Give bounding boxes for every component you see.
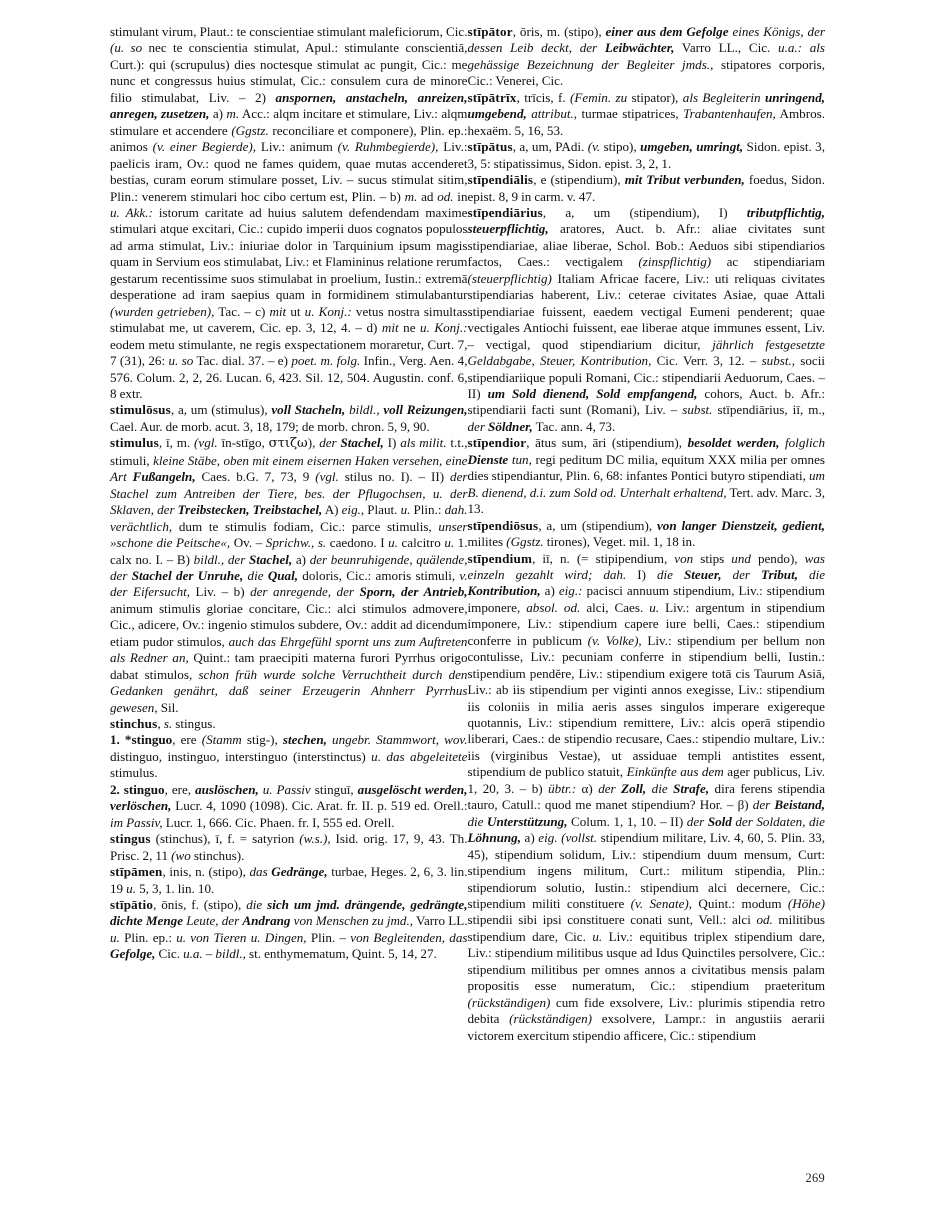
dictionary-entry: stīpātrīx, trīcis, f. (Femin. zu stipator), als Begleiterin unringend, umgebend, attribut., turmae stipatrices, Trabantenhaufen, Ambros. hexaëm. 5, 16, 53. [467,89,826,138]
dictionary-entry: stīpātor, ōris, m. (stipo), einer aus dem Gefolge eines Königs, der dessen Leib deckt, der Leibwächter, Varro LL., Cic. u.a.: als gehässige Bezeichnung der Begleiter jmds., stipatores corporis, Cic.: Venerei, Cic. [467,24,826,89]
dictionary-entry: stīpāmen, inis, n. (stipo), das Gedränge, turbae, Heges. 2, 6, 3. lin. 19 u. 5, 3, 1. lin. 10. [110,864,468,896]
dictionary-entry: stīpātus, a, um, PAdi. (v. stipo), umgeben, umringt, Sidon. epist. 3, 3, 5: stipatissimus, Sidon. epist. 3, 2, 1. [467,139,825,171]
dictionary-entry: stinchus, s. stingus. [110,716,216,732]
left-column [110,24,468,1164]
dictionary-entry: stīpendiōsus, a, um (stipendium), von langer Dienstzeit, gedient, milites (Ggstz. tirones), Veget. mil. 1, 18 in. [467,517,825,550]
page-columns [110,24,825,1164]
dictionary-entry: stimulōsus, a, um (stimulus), voll Stacheln, bildl., voll Reizungen, Cael. Aur. de morb. acut. 3, 18, 179; de morb. chron. 5, 9, 90. [110,402,468,434]
right-column [468,24,826,1164]
dictionary-entry: stīpendior, ātus sum, āri (stipendium), besoldet werden, folglich Dienste tun, regi peditum DC milia, equitum XXX milia per omnes dies stipendiantur, Plin. 6, 68: infantes Pontici butyro stipendiati, um B. dienend, d.i. zum Sold od. Unterhalt erhaltend, Tert. adv. Marc. 3, 13. [467,435,826,517]
dictionary-entry: 1. *stinguo, ere (Stamm stig-), stechen, ungebr. Stammwort, wov. distinguo, instinguo, interstinguo (interstinctus) u. das abgeleitete stimulus. [110,732,468,781]
page-number: 269 [805,1171,825,1185]
dictionary-entry: stīpendium, iī, n. (= stipipendium, von stips und pendo), was einzeln gezahlt wird; dah. I) die Steuer, der Tribut, die Kontribution, a) eig.: pacisci annuum stipendium, Liv.: stipendium imponere, absol. od. alci, Caes. u. Liv.: argentum in stipendium imponere, Liv.: stipendium capere iure belli, Caes.: stipendium conferre in publicum (v. Volke), Liv.: stipendium per bellum non contulisse, Liv.: pecuniam conferre in stipendium belli, Iustin.: stipendium pendĕre, Liv.: stipendium exigere totā cis Taurum Asiā, Liv.: ab iis stipendium per viginti annos exegisse, Liv.: stipendium iis coloniis in milia aeris asses singulos imperare exigereque quotannis, Liv.: stipendium remittere, Liv.: alcis operā stipendio liberari, Caes.: de stipendio recusare, Caes.: stipendio multare, Liv.: iis (virginibus Vestae), ut assiduae templi antistites essent, stipendium de publico statuit, Einkünfte aus dem ager publicus, Liv. 1, 20, 3. – b) übtr.: α) der Zoll, die Strafe, dira ferens stipendia tauro, Catull.: quod me manet stipendium? Hor. – β) der Beistand, die Unterstützung, Colum. 1, 1, 10. – II) der Sold der Soldaten, die Löhnung, a) eig. (vollst. stipendium militare, Liv. 4, 60, 5. Plin. 33, 45), stipendium solidum, Liv.: stipendium duum mensum, Curt: stipendium ingens militum, Curt.: militum stipendia, Plin.: stipendiorum solutio, Iustin.: stipendium alci decernere, Cic.: stipendium militi constituere (v. Senate), Quint.: modum (Höhe) stipendii sibi ipsi constituere conati sunt, Vell.: alci od. militibus stipendium dare, Cic. u. Liv.: equitibus triplex stipendium dare, Liv.: stipendium militibus usque ad Idus Quinctiles persolvere, Cic.: stipendium militibus per omnes annos a civitatibus mensis palam propositis esse numeratum, Cic.: stipendium praeteritum (rückständigen) cum fide exsolvere, Liv.: plurimis stipendia retro debita (rückständigen) exsolvere, Lampr.: in angustiis aerarii victorem exercitum stipendio afficere, Cic.: stipendium [467,550,826,1043]
dictionary-entry: stimulus, ī, m. (vgl. īn-stīgo, στιζω), der Stachel, I) als milit. t.t., stimuli, kleine Stäbe, oben mit einem eisernen Haken versehen, eine Art Fußangeln, Caes. b.G. 7, 73, 9 (vgl. stilus no. I). – II) der Stachel zum Antreiben der Tiere, bes. der Pflugochsen, u. der Sklaven, der Treibstecken, Treibstachel, A) eig., Plaut. u. Plin.: dah. verächtlich, dum te stimulis fodiam, Cic.: parce stimulis, unser »schone die Peitsche«, Ov. – Sprichw., s. caedono. I u. calcitro u. 1. calx no. I. – B) bildl., der Stachel, a) der beunruhigende, quälende, der Stachel der Unruhe, die Qual, doloris, Cic.: amoris stimuli, v. der Eifersucht, Liv. – b) der anregende, der Sporn, der Antrieb, animum stimulis gloriae concitare, Cic.: alci stimulos admovere, Cic., adicere, Ov.: ingenio stimulos subdere, Ov.: addit ad dicendum etiam pudor stimulos, auch das Ehrgefühl spornt uns zum Auftreten als Redner an, Quint.: tam praecipiti materna furori Pyrrhus origo dabat stimulos, schon früh wurde solche Verruchtheit durch den Gedanken genährt, daß seiner Erzeugerin Ahnherr Pyrrhus gewesen, Sil. [110,435,468,715]
dictionary-entry: 2. stinguo, ere, auslöschen, u. Passiv stinguī, ausgelöscht werden, verlöschen, Lucr. 4, 1090 (1098). Cic. Arat. fr. II. p. 519 ed. Orell.: im Passiv, Lucr. 1, 666. Cic. Phaen. fr. I, 555 ed. Orell. [110,781,468,830]
dictionary-entry: stimulant virum, Plaut.: te conscientiae stimulant maleficiorum, Cic. (u. so nec te conscientia stimulat, Apul.: stimulante conscientiā, Curt.): qui (scrupulus) dies noctesque stimulat ac pungit, Cic.: me nunc et congressus huius stimulat, Cic.: consulem cura de minore filio stimulabat, Liv. – 2) anspornen, anstacheln, anreizen, anregen, zusetzen, a) m. Acc.: alqm incitare et stimulare, Liv.: alqm stimulare et accendere (Ggstz. reconciliare et componere), Plin. ep.: animos (v. einer Begierde), Liv.: animum (v. Ruhmbegierde), Liv.: paelicis iram, Ov.: quod ne fames quidem, quae mutas accenderet bestias, curam eorum stimulare posset, Liv. – sucus stimulat sitim, Plin.: venerem stimulari hoc cibo certum est, Plin. – b) m. ad od. in u. Akk.: istorum caritate ad huius salutem defendendam maxime stimulari atque excitari, Cic.: cupido imperii duos cognatos populos ad arma stimulat, Liv.: iniuriae dolor in Tarquinium ipsum magis quam in Servium eos stimulabat, Liv.: et Flamininus relatione rerum gestarum recentissime suos stimulabat in proelium, Iustin.: extremā desperatione ad iram saepius quam in formidinem stimulabantur (wurden getrieben), Tac. – c) mit ut u. Konj.: vetus nostra simultas stimulabat me, ut caverem, Cic. ep. 3, 12, 4. – d) mit ne u. Konj.: eodem metu stimulante, ne regis exspectationem moraretur, Curt. 7, 7 (31), 26: u. so Tac. dial. 37. – e) poet. m. folg. Infin., Verg. Aen. 4, 576. Colum. 2, 2, 26. Lucan. 6, 423. Sil. 12, 504. Augustin. conf. 6, 8 extr. [110,24,468,401]
dictionary-entry: stīpendiālis, e (stipendium), mit Tribut verbunden, foedus, Sidon. epist. 8, 9 in carm. v. 47. [467,172,825,204]
dictionary-entry: stingus (stinchus), ī, f. = satyrion (w.s.), Isid. orig. 17, 9, 43. Th. Prisc. 2, 11 (wo stinchus). [110,831,468,863]
dictionary-entry: stīpātio, ōnis, f. (stipo), die sich um jmd. drängende, gedrängte, dichte Menge Leute, der Andrang von Menschen zu jmd., Varro LL. u. Plin. ep.: u. von Tieren u. Dingen, Plin. – von Begleitenden, das Gefolge, Cic. u.a. – bildl., st. enthymematum, Quint. 5, 14, 27. [110,897,468,962]
dictionary-entry: stīpendiārius, a, um (stipendium), I) tributpflichtig, steuerpflichtig, aratores, Auct. b. Afr.: aliae civitates sunt stipendiariae, aliae liberae, Schol. Bob.: Aeduos sibi stipendiarios factos, Caes.: vectigalem (zinspflichtig) ac stipendiariam (steuerpflichtig) Italiam Africae facere, Liv.: uti reliquas civitates stipendiarias haberent, Liv.: ceterae civitates Asiae, quae Attali stipendiariae fuissent, eaedem vectigal Eumeni penderent; quae vectigales Antiochi fuissent, eae liberae atque immunes essent, Liv. – vectigal, quod stipendiarium dicitur, jährlich festgesetzte Geldabgabe, Steuer, Kontribution, Cic. Verr. 3, 12. – subst., socii stipendiariique populi Romani, Cic.: stipendiarii Aeduorum, Caes. – II) um Sold dienend, Sold empfangend, cohors, Auct. b. Afr.: stipendiarii facti sunt (Romani), Liv. – subst. stīpendiārius, iī, m., der Söldner, Tac. ann. 4, 73. [467,204,826,434]
